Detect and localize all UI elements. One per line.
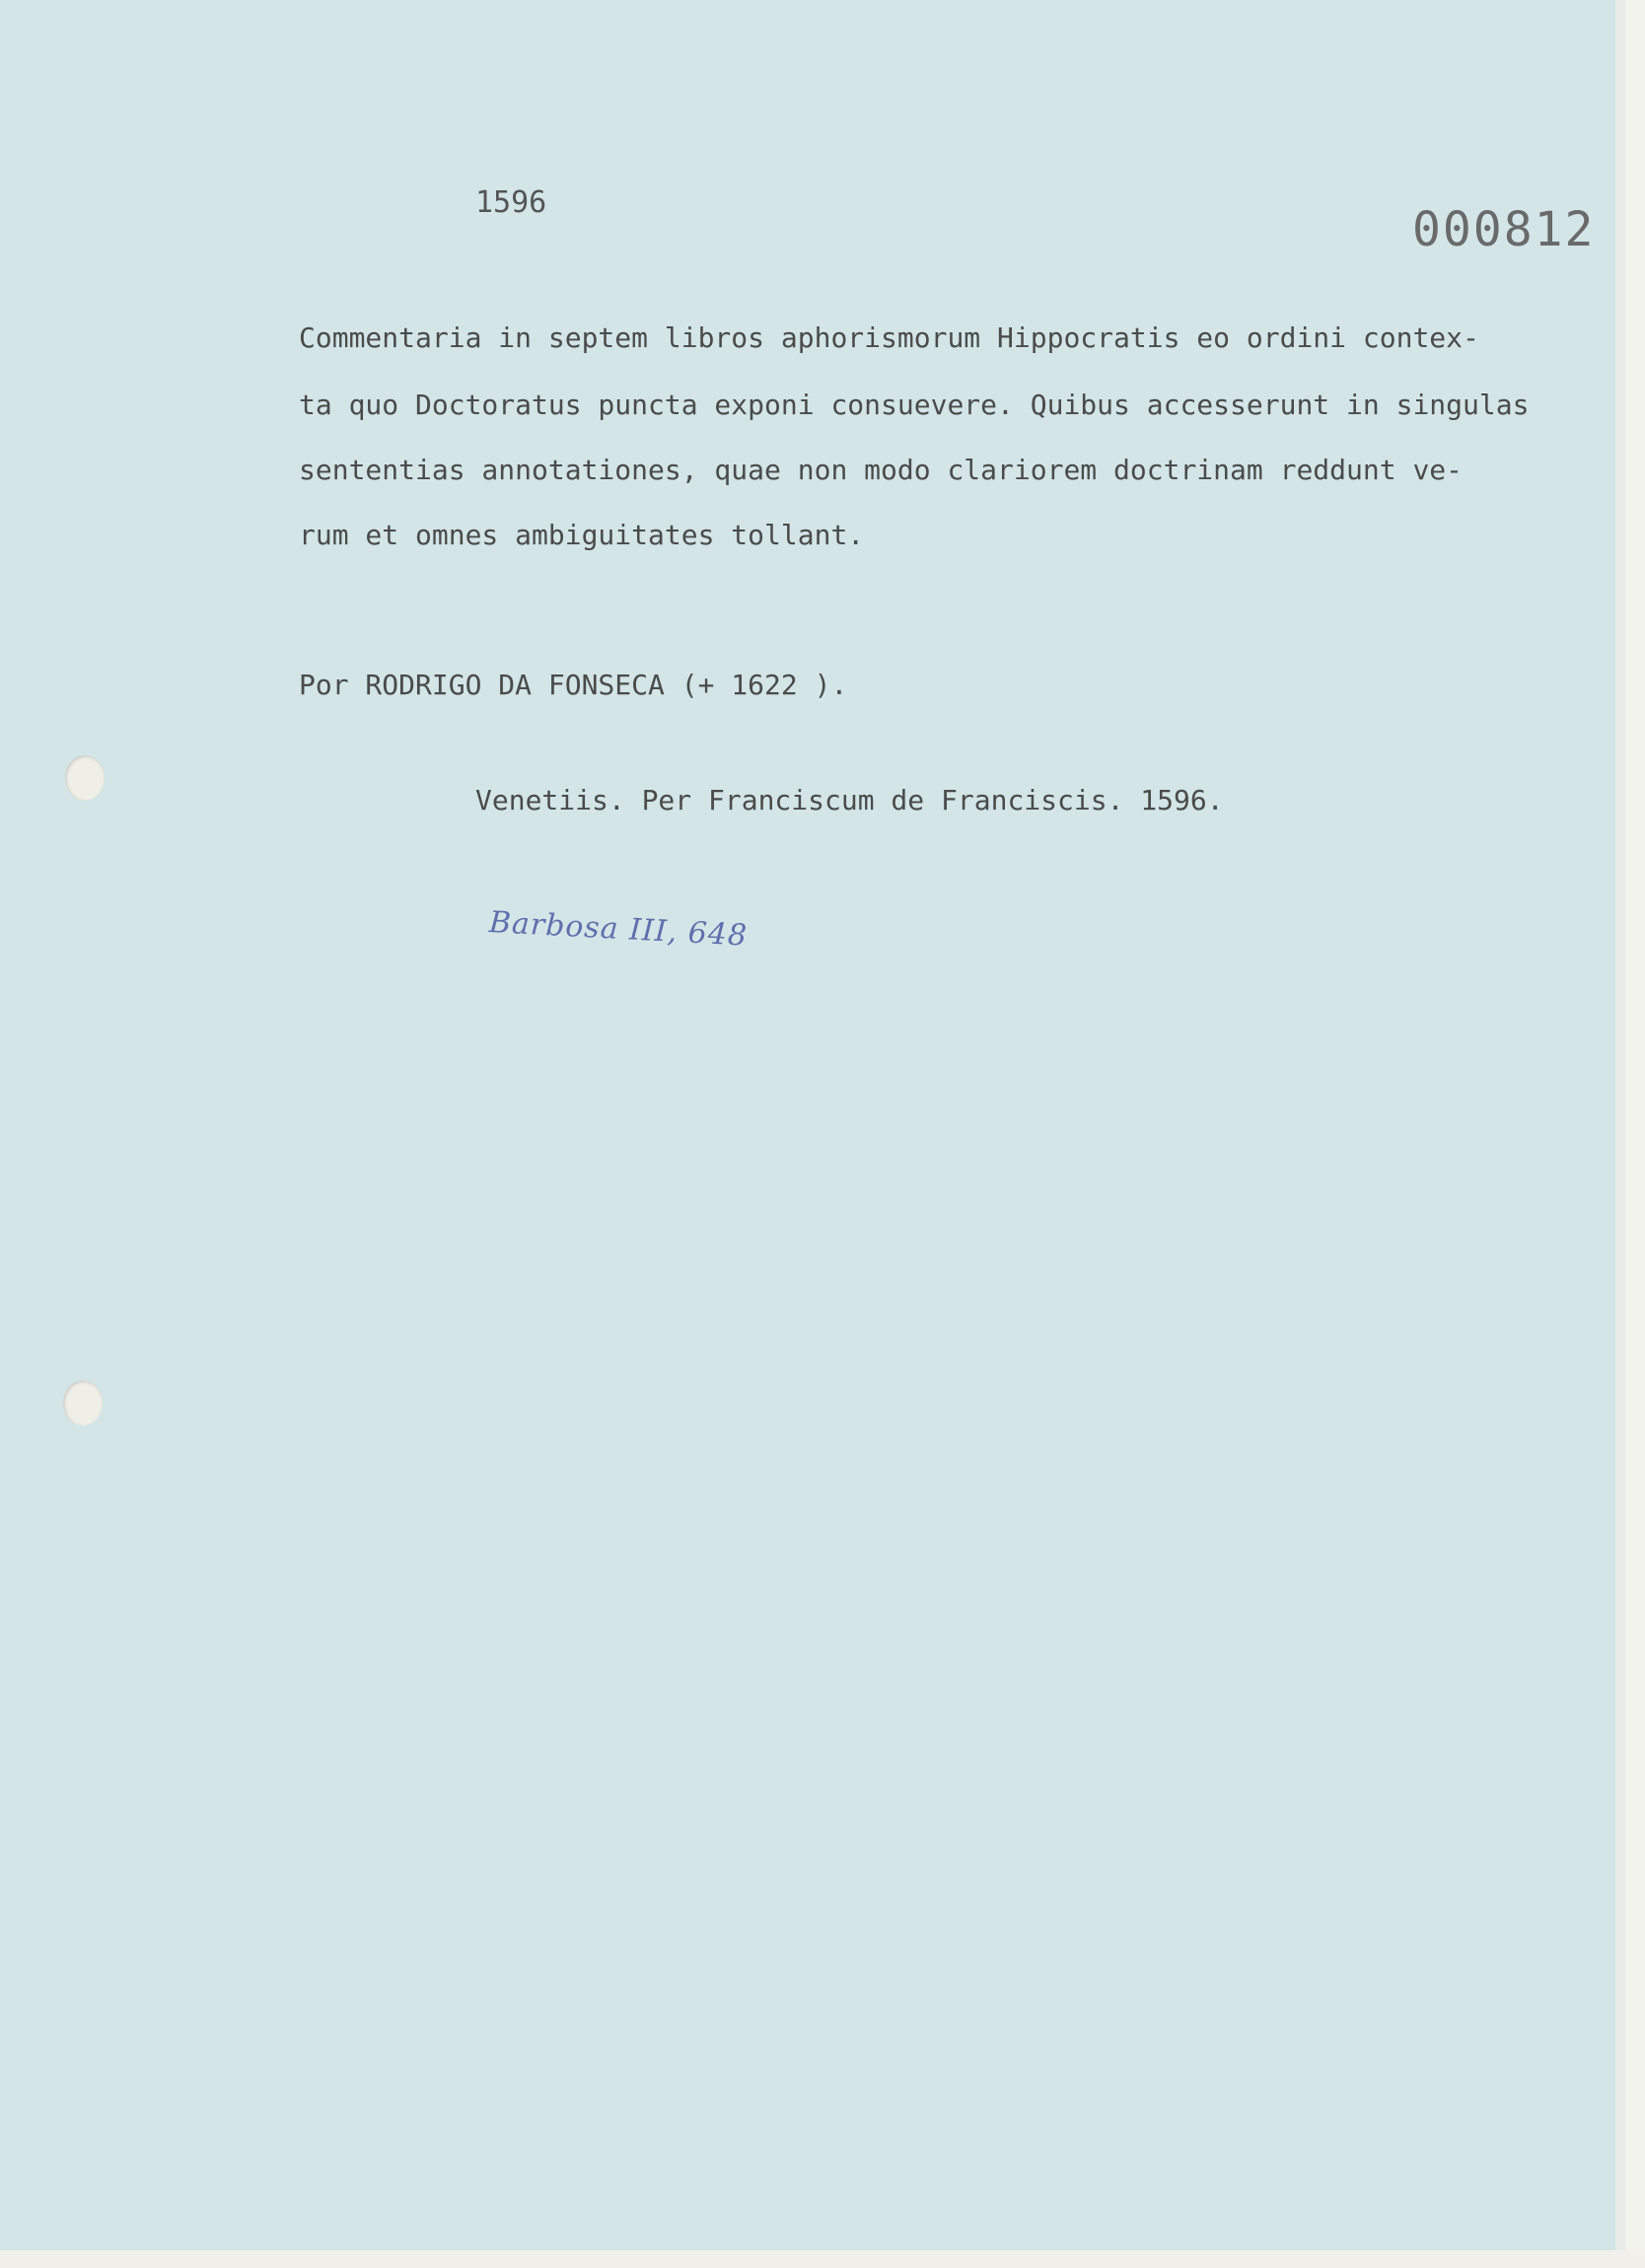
publication-year: 1596 <box>475 185 547 220</box>
title-line: rum et omnes ambiguitates tollant. <box>299 519 865 551</box>
record-number: 000812 <box>1412 202 1596 257</box>
author-line: Por RODRIGO DA FONSECA (+ 1622 ). <box>299 669 848 701</box>
punch-hole <box>63 1381 103 1426</box>
title-line: ta quo Doctoratus puncta exponi consuevere. Quibus accesserunt in singulas <box>299 389 1530 421</box>
scan-bottom-edge <box>0 2250 1645 2268</box>
title-line: Commentaria in septem libros aphorismorum Hippocratis eo ordini contex- <box>299 321 1479 354</box>
handwritten-reference: Barbosa III, 648 <box>488 905 749 954</box>
punch-hole <box>65 755 105 801</box>
imprint-line: Venetiis. Per Franciscum de Franciscis. 1596. <box>475 784 1224 816</box>
title-line: sententias annotationes, quae non modo clariorem doctrinam reddunt ve- <box>299 454 1464 486</box>
